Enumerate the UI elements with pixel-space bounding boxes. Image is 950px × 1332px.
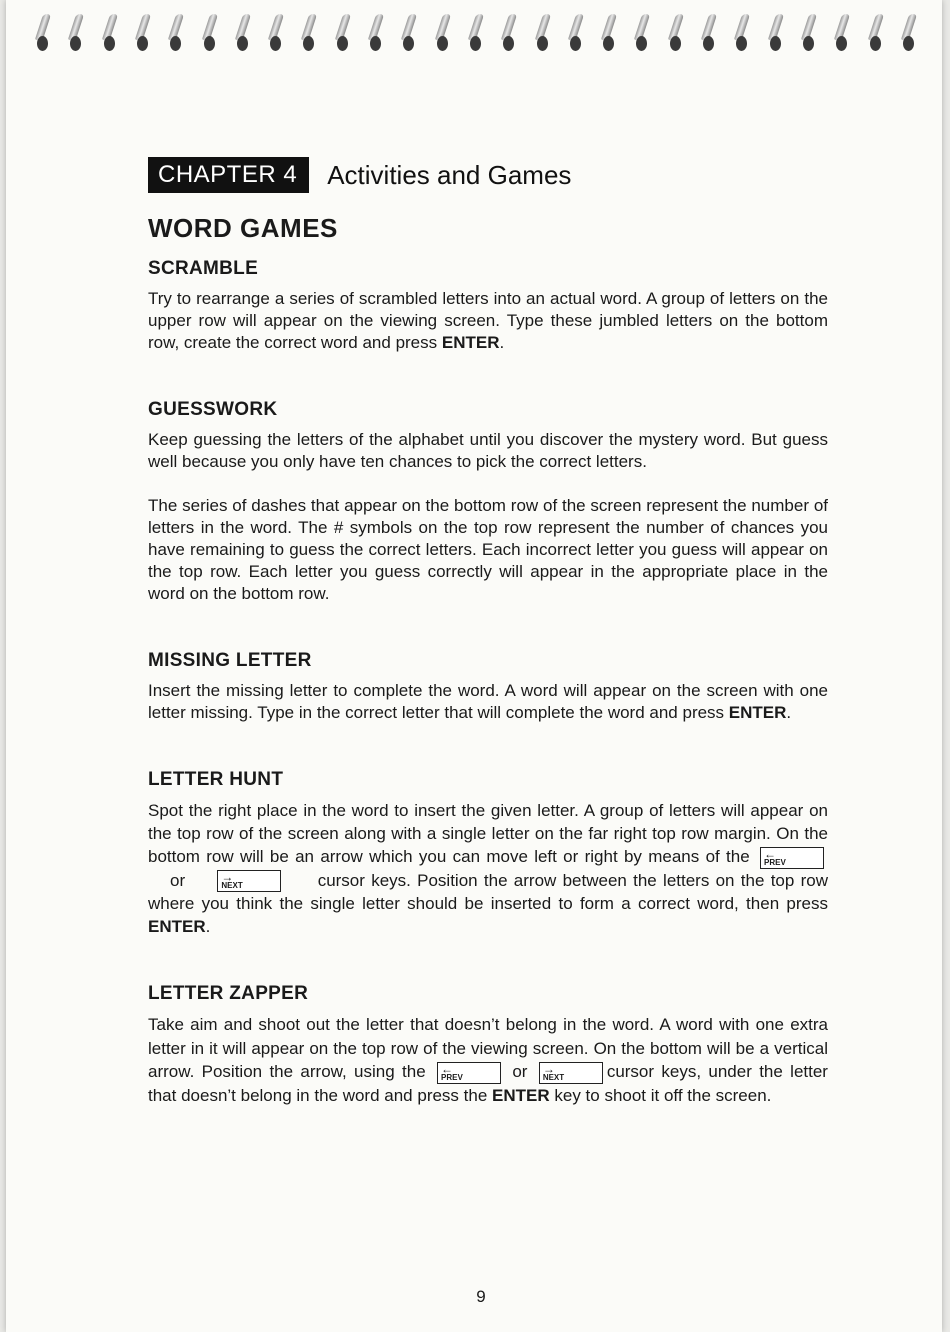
binding-ring xyxy=(136,14,150,56)
binding-ring xyxy=(702,14,716,56)
binding-ring xyxy=(602,14,616,56)
game-guesswork xyxy=(148,399,828,605)
arrow-right-icon: → xyxy=(221,870,234,885)
game-letter-zapper xyxy=(148,983,828,1107)
game-description-2: The series of dashes that appear on the bottom row of the screen represent the number of letters in the word. The # symbols on the top row represent the number of chances you have remaining to guess the correct letters. Each incorrect letter you guess will appear on the top row. Each letter you guess correctly will appear in the appropriate place in the word on the bottom row. xyxy=(148,496,828,603)
game-description: Take aim and shoot out the letter that doesn’t belong in the word. A word with one extra letter in it will appear on the top row of the viewing screen. On the bottom will be a vertical arrow. Position the arrow, using the ← PREV or → NEXT cursor keys, under the letter that doesn’t belong in the word and press the ENTER key to shoot it off the screen. xyxy=(148,1015,828,1105)
game-description: Spot the right place in the word to insert the given letter. A group of letters will appear on the top row of the screen along with a single letter on the far right top row margin. On the bottom row will be an arrow which you can move left or right by means of the ← PREV or → NEXT cursor keys. Position the arrow between the letters on the top row where you think the single letter should be inserted to form a correct word, then press ENTER. xyxy=(148,801,828,937)
game-missing-letter xyxy=(148,650,828,724)
chapter-heading xyxy=(148,155,828,195)
binding-ring xyxy=(802,14,816,56)
binding-ring xyxy=(169,14,183,56)
chapter-tag: CHAPTER 4 xyxy=(148,157,309,193)
binding-ring xyxy=(302,14,316,56)
binding-ring xyxy=(536,14,550,56)
binding-ring xyxy=(902,14,916,56)
arrow-left-icon: ← xyxy=(764,846,776,861)
binding-ring xyxy=(835,14,849,56)
game-description: Try to rearrange a series of scrambled letters into an actual word. A group of letters on the upper row will appear on the viewing screen. Type these jumbled letters on the bottom row, create the correct word and press ENTER. xyxy=(148,289,828,352)
binding-ring xyxy=(36,14,50,56)
game-title: MISSING LETTER xyxy=(148,650,312,671)
game-title: GUESSWORK xyxy=(148,399,278,420)
binding-ring xyxy=(669,14,683,56)
binding-ring xyxy=(103,14,117,56)
game-description: Keep guessing the letters of the alphabet until you discover the mystery word. But guess well because you only have ten chances to pick the correct letters. xyxy=(148,430,828,471)
game-scramble xyxy=(148,258,828,354)
binding-ring xyxy=(203,14,217,56)
binding-ring xyxy=(436,14,450,56)
arrow-left-icon: ← xyxy=(441,1061,453,1076)
game-title: SCRAMBLE xyxy=(148,258,259,279)
spiral-binding xyxy=(6,14,950,56)
binding-ring xyxy=(269,14,283,56)
prev-key: ← PREV xyxy=(437,1062,501,1084)
arrow-right-icon: → xyxy=(542,1061,555,1076)
next-key: → NEXT xyxy=(217,870,281,892)
prev-key: ← PREV xyxy=(760,847,824,869)
binding-ring xyxy=(336,14,350,56)
binding-ring xyxy=(735,14,749,56)
page-number: 9 xyxy=(476,1287,486,1306)
manual-page xyxy=(6,0,942,1332)
binding-ring xyxy=(69,14,83,56)
binding-ring xyxy=(635,14,649,56)
game-description: Insert the missing letter to complete the word. A word will appear on the screen with one letter missing. Type in the correct letter that will complete the word and press ENTER. xyxy=(148,681,828,722)
binding-ring xyxy=(869,14,883,56)
binding-ring xyxy=(769,14,783,56)
section-title: WORD GAMES xyxy=(148,213,338,243)
chapter-title: Activities and Games xyxy=(327,159,572,190)
game-letter-hunt xyxy=(148,769,828,938)
binding-ring xyxy=(469,14,483,56)
page-content xyxy=(148,155,828,1107)
binding-ring xyxy=(402,14,416,56)
binding-ring xyxy=(502,14,516,56)
next-key: → NEXT xyxy=(539,1062,603,1084)
binding-ring xyxy=(236,14,250,56)
game-title: LETTER ZAPPER xyxy=(148,983,309,1005)
game-title: LETTER HUNT xyxy=(148,769,284,790)
binding-ring xyxy=(569,14,583,56)
binding-ring xyxy=(369,14,383,56)
